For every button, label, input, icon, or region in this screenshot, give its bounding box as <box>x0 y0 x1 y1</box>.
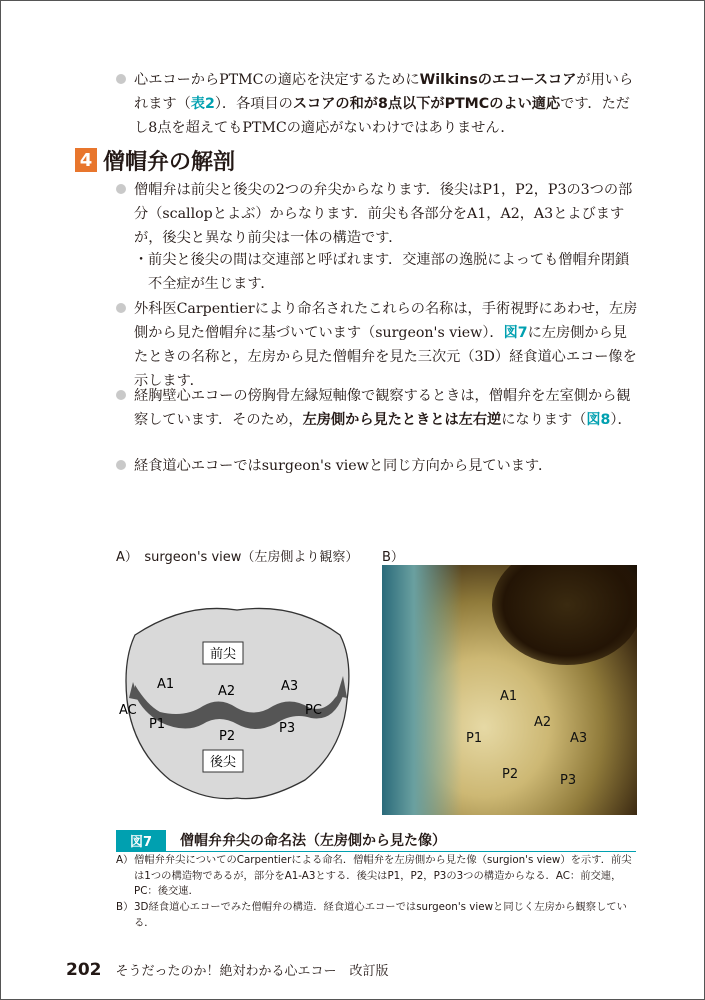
bullet-tee <box>118 454 638 478</box>
image-dark-region <box>492 565 637 665</box>
intro-bullet <box>118 68 638 140</box>
a1-label: A1 <box>157 677 175 692</box>
sub-bullet-text: 前尖と後尖の間は交連部と呼ばれます．交連部の逸脱によっても僧帽弁閉鎖不全症が生じます． <box>148 252 630 292</box>
book-title: そうだったのか！絶対わかる心エコー 改訂版 <box>115 964 389 979</box>
bullet-anatomy <box>118 178 638 250</box>
pc-label: PC <box>305 703 322 718</box>
bullet-text: 僧帽弁は前尖と後尖の2つの弁尖からなります．後尖はP1，P2，P3の3つの部分（scallopとよぶ）からなります．前尖も各部分をA1，A2，A3とよびますが，後尖と異なり前尖は一体の構造です． <box>134 182 633 246</box>
figure-caption-bar <box>116 830 636 850</box>
bullet-tte <box>118 384 638 432</box>
sub-bullet-commissure <box>136 248 638 296</box>
caption-a-lead: A） <box>116 854 134 866</box>
intro-text: 心エコーからPTMCの適応を決定するためにWilkinsのエコースコアが用いられます（表2）．各項目のスコアの和が8点以下がPTMCのよい適応です．ただし8点を超えてもPTMCの適応がないわけではありません． <box>134 72 634 136</box>
p2-label: P2 <box>219 729 236 744</box>
posterior-label: 後尖 <box>209 755 237 770</box>
figure-caption-title: 僧帽弁弁尖の命名法（左房側から見た像） <box>180 833 447 849</box>
caption-a <box>116 853 640 900</box>
photo-a1-label: A1 <box>500 689 518 704</box>
photo-a3-label: A3 <box>570 731 588 746</box>
sub-bullet-mark: ・ <box>134 252 149 268</box>
bullet-text: 経食道心エコーではsurgeon's viewと同じ方向から見ています． <box>134 458 553 474</box>
bullet-dot <box>116 390 126 400</box>
photo-p3-label: P3 <box>560 773 577 788</box>
caption-b-text: 3D経食道心エコーでみた僧帽弁の構造．経食道心エコーではsurgeon's viewと同じく左房から観察している． <box>134 901 627 929</box>
page-number: 202 <box>66 960 102 980</box>
bullet-text: 経胸壁心エコーの傍胸骨左縁短軸像で観察するときは，僧帽弁を左室側から観察しています．そのため，左房側から見たときとは左右逆になります（図8）． <box>134 388 632 428</box>
fig8-ref[interactable]: 図8 <box>586 412 611 428</box>
figure-label-a: A） surgeon's view（左房側より観察） <box>116 550 359 565</box>
caption-b <box>116 900 640 931</box>
section-number: 4 <box>75 148 97 172</box>
fig7-ref[interactable]: 図7 <box>503 325 528 341</box>
figure-tag: 図7 <box>116 830 166 851</box>
a2-label: A2 <box>218 684 236 699</box>
p3-label: P3 <box>279 721 296 736</box>
caption-b-lead: B） <box>116 901 134 913</box>
bullet-dot <box>116 460 126 470</box>
figure-label-b: B） <box>382 550 404 565</box>
image-edge-shading <box>382 565 462 815</box>
bullet-carpentier <box>118 297 638 393</box>
anterior-label: 前尖 <box>209 647 237 662</box>
section-heading <box>75 145 235 175</box>
bullet-text: 外科医Carpentierにより命名されたこれらの名称は，手術視野にあわせ，左房側から見た僧帽弁に基づいています（surgeon's view）．図7に左房側から見たときの名称と，左房から見た僧帽弁を見た三次元（3D）経食道心エコー像を示します． <box>134 301 638 389</box>
caption-a-text: 僧帽弁弁尖についてのCarpentierによる命名．僧帽弁を左房側から見た像（surgion's view）を示す．前尖は1つの構造物であるが，部分をA1-A3とする．後尖はP1，P2，P3の3つの構造からなる．AC：前交連，PC：後交連． <box>134 854 632 897</box>
photo-a2-label: A2 <box>534 715 552 730</box>
bullet-dot <box>116 74 126 84</box>
a3-label: A3 <box>281 679 299 694</box>
p1-label: P1 <box>149 717 166 732</box>
bullet-dot <box>116 184 126 194</box>
mitral-valve-diagram <box>115 600 360 805</box>
bullet-dot <box>116 303 126 313</box>
caption-underline <box>116 851 636 852</box>
ac-label: AC <box>119 703 137 718</box>
page-footer <box>66 960 389 980</box>
tee-3d-image <box>382 565 637 815</box>
section-title: 僧帽弁の解剖 <box>103 149 236 175</box>
photo-p2-label: P2 <box>502 767 519 782</box>
photo-p1-label: P1 <box>466 731 483 746</box>
